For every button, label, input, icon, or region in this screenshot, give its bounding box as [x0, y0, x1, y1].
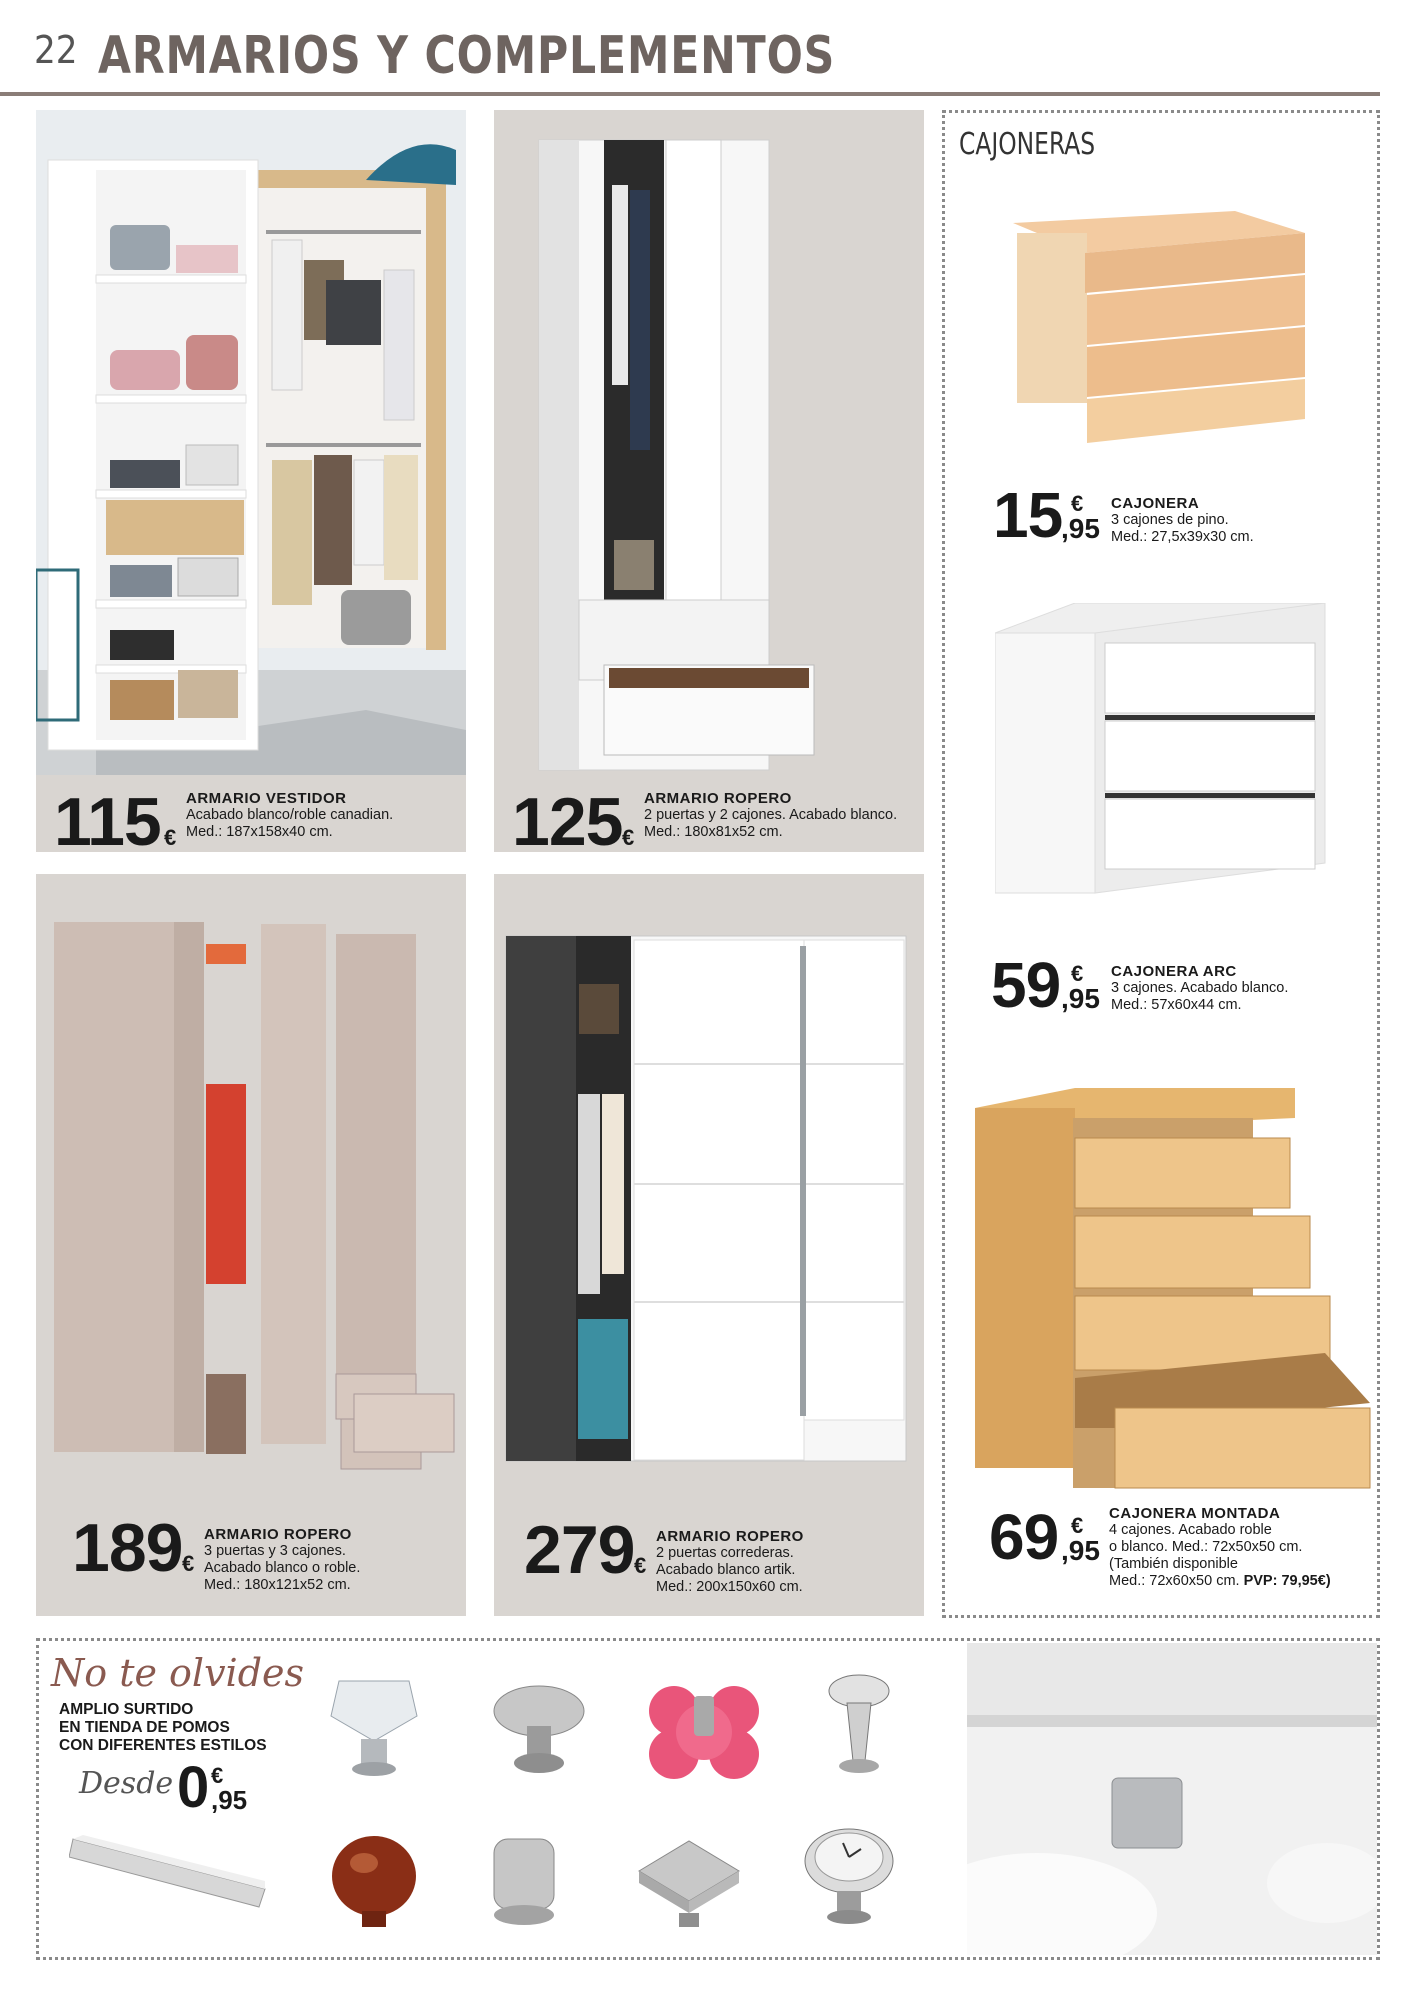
crystal-knob-icon	[329, 1671, 419, 1781]
cajonera-pino-photo	[1005, 203, 1325, 463]
pvp-price: PVP: 79,95€)	[1243, 1573, 1331, 1589]
euro-sign: €	[622, 825, 635, 850]
pomos-text-line: EN TIENDA DE POMOS	[59, 1719, 230, 1736]
armario-ropero-photo	[494, 110, 924, 775]
price-decimal: ,95	[1061, 983, 1100, 1014]
pomos-headline: No te olvides	[51, 1651, 305, 1695]
bar-handle-icon	[69, 1829, 269, 1919]
product-name: ARMARIO VESTIDOR	[186, 790, 347, 807]
clock-knob-icon	[799, 1821, 899, 1931]
product-description-line: Acabado blanco artik.	[656, 1562, 796, 1578]
euro-sign: €	[634, 1553, 647, 1578]
pomos-text-line: CON DIFERENTES ESTILOS	[59, 1737, 267, 1754]
product-name: ARMARIO ROPERO	[204, 1526, 352, 1543]
product-name: CAJONERA ARC	[1111, 963, 1237, 980]
euro-sign: €	[1071, 961, 1084, 986]
product-description-line: 3 puertas y 3 cajones.	[204, 1543, 346, 1559]
armario-correderas-photo	[494, 874, 924, 1474]
pomos-section	[36, 1638, 1380, 1960]
product-card-armario-vestidor[interactable]	[36, 110, 466, 852]
drawer-knob-detail-photo	[967, 1643, 1377, 1955]
product-name: CAJONERA MONTADA	[1109, 1505, 1281, 1522]
product-description-line: o blanco. Med.: 72x50x50 cm.	[1109, 1539, 1303, 1555]
product-name: ARMARIO ROPERO	[656, 1528, 804, 1545]
euro-sign: €	[211, 1763, 224, 1788]
product-card-armario-ropero-189[interactable]	[36, 874, 466, 1616]
product-name: CAJONERA	[1111, 495, 1200, 512]
product-description-text: Med.: 72x60x50 cm.	[1109, 1573, 1244, 1589]
product-description-line: (También disponible	[1109, 1556, 1238, 1572]
product-description-line	[1109, 1573, 1331, 1590]
wooden-knob-icon	[324, 1831, 424, 1931]
price-integer: 59	[991, 949, 1061, 1021]
armario-ropero-3-puertas-photo	[36, 874, 466, 1474]
euro-sign: €	[164, 825, 177, 850]
price-decimal: ,95	[1061, 513, 1100, 544]
pink-flower-knob-icon	[639, 1676, 769, 1786]
product-description-line: Acabado blanco/roble canadian.	[186, 807, 394, 823]
euro-sign: €	[1071, 491, 1084, 516]
cajonera-arc-photo	[995, 603, 1335, 903]
page-number: 22	[34, 28, 78, 72]
cylinder-knob-icon	[484, 1829, 574, 1929]
product-description-line: 2 puertas correderas.	[656, 1545, 794, 1561]
armario-vestidor-photo	[36, 110, 466, 775]
round-satin-knob-icon	[489, 1681, 589, 1781]
price-integer: 189	[72, 1510, 183, 1586]
product-description-line: 4 cajones. Acabado roble	[1109, 1522, 1272, 1538]
product-description-line: Med.: 27,5x39x30 cm.	[1111, 529, 1254, 545]
price-integer: 279	[524, 1512, 635, 1588]
product-description-line: 3 cajones de pino.	[1111, 512, 1229, 528]
price-integer: 125	[512, 784, 623, 852]
product-description-line: Med.: 200x150x60 cm.	[656, 1579, 803, 1595]
price-decimal: ,95	[1061, 1535, 1100, 1566]
desde-label: Desde	[79, 1766, 174, 1801]
cajoneras-section	[942, 110, 1380, 1618]
cajoneras-title: CAJONERAS	[959, 127, 1096, 162]
product-description-line: Med.: 187x158x40 cm.	[186, 824, 333, 840]
product-name: ARMARIO ROPERO	[644, 790, 792, 807]
cajonera-montada-photo	[975, 1088, 1375, 1508]
price-integer: 15	[993, 479, 1063, 551]
product-description-line: Med.: 180x121x52 cm.	[204, 1577, 351, 1593]
section-title: ARMARIOS Y COMPLEMENTOS	[98, 26, 836, 86]
euro-sign: €	[1071, 1513, 1084, 1538]
product-description-line: Med.: 57x60x44 cm.	[1111, 997, 1242, 1013]
price-integer: 69	[989, 1501, 1059, 1573]
price-integer: 115	[54, 784, 161, 852]
product-card-armario-ropero-125[interactable]	[494, 110, 924, 852]
euro-sign: €	[182, 1551, 195, 1576]
chrome-cone-knob-icon	[819, 1671, 899, 1781]
pomos-text-line: AMPLIO SURTIDO	[59, 1701, 194, 1718]
price-integer: 0	[177, 1755, 209, 1820]
square-knob-icon	[629, 1831, 749, 1931]
product-card-armario-ropero-279[interactable]	[494, 874, 924, 1616]
price-decimal: ,95	[211, 1785, 248, 1815]
header-divider	[0, 92, 1380, 96]
product-description-line: Med.: 180x81x52 cm.	[644, 824, 783, 840]
product-description-line: Acabado blanco o roble.	[204, 1560, 361, 1576]
product-description-line: 2 puertas y 2 cajones. Acabado blanco.	[644, 807, 898, 823]
product-description-line: 3 cajones. Acabado blanco.	[1111, 980, 1289, 996]
